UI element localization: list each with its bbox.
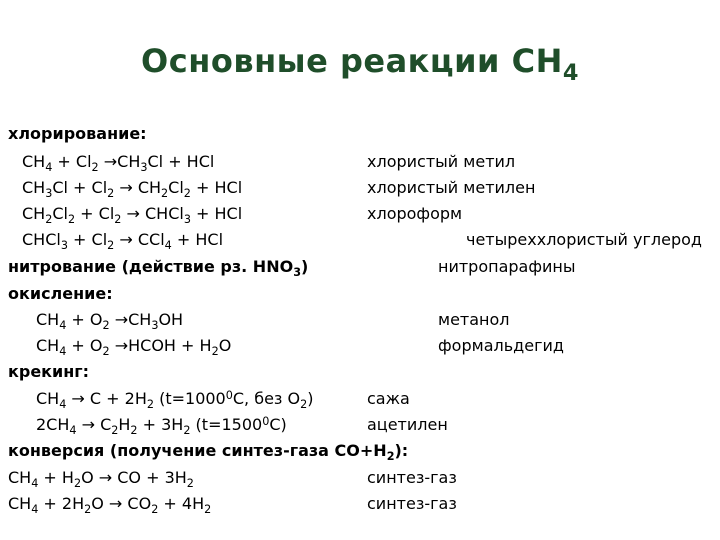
heading-cracking: крекинг: — [8, 362, 90, 381]
heading-conversion: конверсия (получение синтез-газа $CO+H_2$): — [8, 441, 409, 463]
reaction-oxidation-2: $CH_4 + O_2$ →HCOH + $H_2O$ — [36, 336, 232, 358]
reaction-chlorination-3: $CH_2Cl_2 + Cl_2$ → CHCl$_3$ + HCl — [22, 204, 243, 226]
product-label: метанол — [438, 310, 510, 329]
reaction-conversion-1: $CH_4 + H_2O$ → CO + $3H_2$ — [8, 468, 194, 490]
reaction-conversion-2: $CH_4 + 2H_2O \to CO_2 + 4H_2$ — [8, 494, 212, 516]
product-label: четыреххлористый углерод — [466, 230, 702, 249]
reaction-chlorination-1: $CH_4 + Cl_2 \to CH_3Cl$ + HCl — [22, 152, 215, 174]
heading-nitration: нитрование (действие рз. $HNO_3$) — [8, 257, 309, 279]
product-label: хлористый метил — [367, 152, 516, 171]
product-label: синтез-газ — [367, 468, 457, 487]
product-label: хлороформ — [367, 204, 463, 223]
reaction-chlorination-2: $CH_3Cl + Cl_2 \to CH_2Cl_2$ + HCl — [22, 178, 243, 200]
heading-chlorination: хлорирование: — [8, 124, 147, 143]
reaction-chlorination-4: CHCl$_3$ + $Cl_2 \to CCl_4$ + HCl — [22, 230, 224, 252]
product-label: сажа — [367, 389, 410, 408]
reaction-cracking-2: $2CH_4 \to C_2H_2 + 3H_2$ $(t=1500^0C)$ — [36, 414, 287, 437]
product-label: нитропарафины — [438, 257, 576, 276]
product-label: хлористый метилен — [367, 178, 536, 197]
product-label: синтез-газ — [367, 494, 457, 513]
reaction-oxidation-1: $CH_4 + O_2 \to CH_3OH$ — [36, 310, 184, 332]
product-label: формальдегид — [438, 336, 564, 355]
page-title: Основные реакции $CH_4$ — [141, 42, 579, 86]
heading-oxidation: окисление: — [8, 284, 113, 303]
product-label: ацетилен — [367, 415, 448, 434]
reaction-cracking-1: $CH_4 \to C + 2H_2$ ($t=1000^0C$, без $O_2$) — [36, 388, 314, 411]
